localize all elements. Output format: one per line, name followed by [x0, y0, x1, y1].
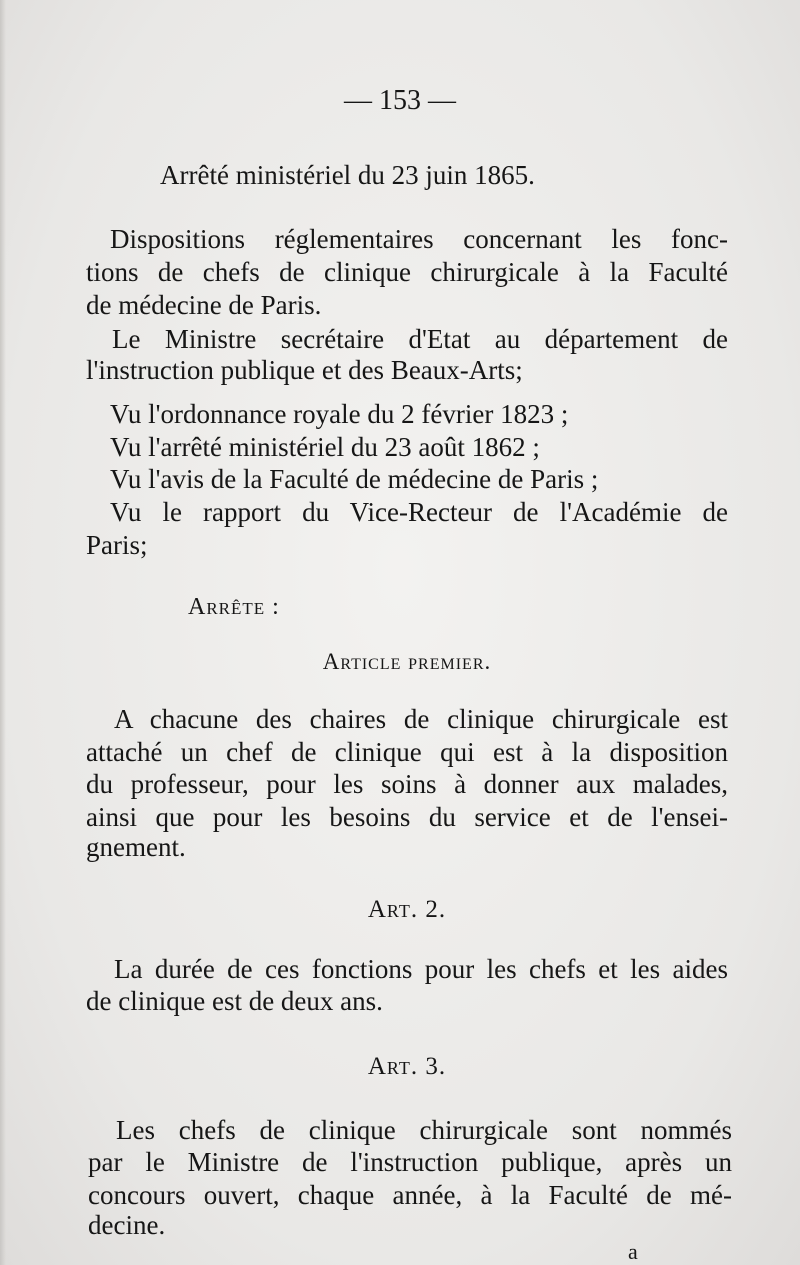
preamble-line: l'instruction publique et des Beaux-Arts; — [86, 355, 523, 385]
preamble-line: Vu le rapport du Vice-Recteur de l'Académie de — [110, 497, 728, 527]
page-number: — 153 — — [344, 85, 456, 116]
article-2-line: La durée de ces fonctions pour les chefs et les aides — [114, 954, 728, 984]
article-3-line: concours ouvert, chaque année, à la Faculté de mé- — [88, 1180, 732, 1210]
article-2-line: de clinique est de deux ans. — [86, 986, 383, 1016]
article-3-line: par le Ministre de l'instruction publique, après un — [88, 1147, 732, 1177]
arrete-heading: Arrête : — [188, 594, 280, 620]
preamble-line: tions de chefs de clinique chirurgicale à la Faculté — [86, 257, 728, 287]
article-1-line: attaché un chef de clinique qui est à la disposition — [86, 737, 728, 767]
article-1-line: gnement. — [86, 832, 186, 862]
preamble-line: Vu l'arrêté ministériel du 23 août 1862 ; — [110, 432, 540, 462]
article-1-line: ainsi que pour les besoins du service et de l'ensei- — [86, 802, 728, 832]
article-3-line: Les chefs de clinique chirurgicale sont nommés — [116, 1115, 732, 1145]
preamble-line: de médecine de Paris. — [86, 290, 322, 320]
decree-title: Arrêté ministériel du 23 juin 1865. — [160, 160, 535, 190]
article-2-heading: Art. 2. — [367, 896, 447, 923]
article-1-line: A chacune des chaires de clinique chirurgicale est — [114, 704, 728, 734]
article-1-heading: Article premier. — [322, 649, 492, 674]
article-3-line: decine. — [88, 1210, 166, 1240]
article-1-line: du professeur, pour les soins à donner aux malades, — [86, 769, 728, 799]
preamble-line: Vu l'avis de la Faculté de médecine de Paris ; — [110, 464, 599, 494]
article-3-heading: Art. 3. — [367, 1053, 447, 1080]
preamble-line: Dispositions réglementaires concernant les fonc- — [110, 224, 728, 254]
signature-mark: a — [628, 1239, 638, 1264]
preamble-line: Le Ministre secrétaire d'Etat au département de — [112, 324, 728, 354]
page-edge-shadow — [0, 0, 6, 1265]
preamble-line: Vu l'ordonnance royale du 2 février 1823 ; — [110, 399, 569, 429]
preamble-line: Paris; — [86, 530, 148, 560]
